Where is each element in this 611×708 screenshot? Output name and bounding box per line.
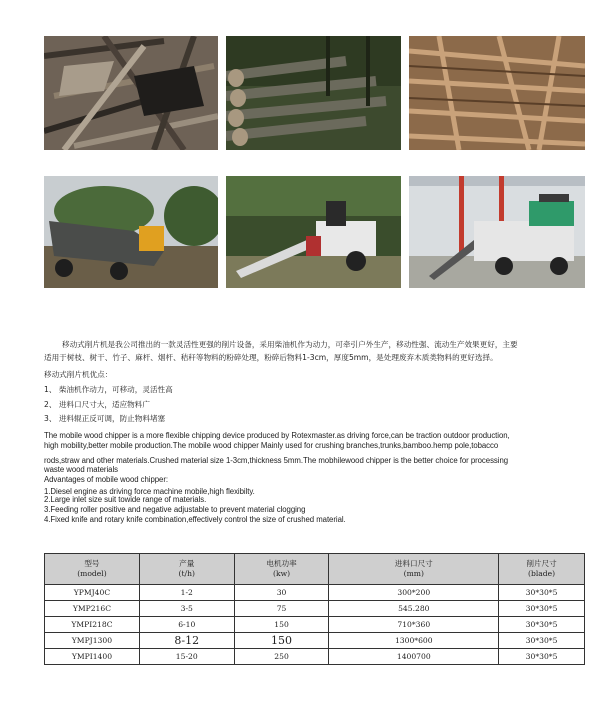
table-row [45, 585, 585, 601]
chinese-advantage-item: 3、 进料辊正反可调，防止物料堵塞 [44, 414, 166, 423]
header-output: 产量 (t/h) [139, 554, 234, 585]
wooden-pallets-photo [409, 36, 585, 150]
english-advantage-item: 1.Diesel engine as driving force machine mobile,high flexibilty. [44, 487, 255, 496]
table-cell: 30 [234, 585, 329, 601]
english-advantage-item: 3.Feeding roller positive and negative adjustable to prevent material clogging [44, 505, 306, 514]
table-row [45, 617, 585, 633]
table-cell: 30*30*5 [499, 617, 585, 633]
table-cell: YMPI218C [45, 617, 140, 633]
chinese-advantages-title: 移动式削片机优点： [44, 370, 113, 379]
chipper-in-field-photo [44, 176, 218, 288]
stacked-logs-photo [226, 36, 401, 150]
header-inlet-size: 进料口尺寸 (mm) [329, 554, 499, 585]
chinese-intro-line-1: 移动式削片机是我公司推出的一款灵活性更强的削片设备，采用柴油机作为动力，可牵引户外生产，移动性强、流动生产效果更好，主要 [62, 340, 518, 349]
english-description-line: rods,straw and other materials.Crushed material size 1-3cm,thickness 5mm.The mobhilewood chipper is the better choice for processing [44, 456, 509, 465]
table-cell: 3-5 [139, 601, 234, 617]
table-cell: 150 [234, 617, 329, 633]
table-cell: 30*30*5 [499, 601, 585, 617]
table-cell: 1400700 [329, 649, 499, 665]
header-chip-size: 削片尺寸 (blade) [499, 554, 585, 585]
english-description-line: The mobile wood chipper is a more flexible chipping device produced by Rotexmaster.as driving force,can be traction outdoor production, [44, 431, 510, 440]
english-advantages-title: Advantages of mobile wood chipper: [44, 475, 168, 484]
header-model: 型号 (model) [45, 554, 140, 585]
wood-waste-pile-photo [44, 36, 218, 150]
english-description-line: waste wood materials [44, 465, 118, 474]
header-motor-power: 电机功率 (kw) [234, 554, 329, 585]
table-cell: 545.280 [329, 601, 499, 617]
table-row [45, 649, 585, 665]
table-cell: 710*360 [329, 617, 499, 633]
table-cell: YMPJ1300 [45, 633, 140, 649]
specification-table [44, 553, 585, 665]
chipper-with-conveyor-photo [226, 176, 401, 288]
english-advantage-item: 4.Fixed knife and rotary knife combination,effectively control the size of crushed material. [44, 515, 346, 524]
table-cell: 300*200 [329, 585, 499, 601]
table-cell: 30*30*5 [499, 649, 585, 665]
chinese-intro-line-2: 适用于树枝、树干、竹子、麻杆、烟杆、秸秆等物料的粉碎处理，粉碎后物料1-3cm，厚度5mm，是处理废弃木质类物料的更好选择。 [44, 353, 498, 362]
table-cell: 150 [234, 633, 329, 649]
table-cell: 250 [234, 649, 329, 665]
table-cell: 6-10 [139, 617, 234, 633]
chinese-advantage-item: 2、 进料口尺寸大，适应物料广 [44, 400, 150, 409]
table-cell: 30*30*5 [499, 585, 585, 601]
english-advantage-item: 2.Large inlet size suit towide range of materials. [44, 495, 207, 504]
chipper-in-warehouse-photo [409, 176, 585, 288]
table-row [45, 601, 585, 617]
table-cell: YMPI1400 [45, 649, 140, 665]
table-cell: 75 [234, 601, 329, 617]
table-cell: 1-2 [139, 585, 234, 601]
english-description-line: high mobility,better mobile production.The mobile wood chipper Mainly used for crushing branches,trunks,bamboo.hemp pole,tobacco [44, 441, 499, 450]
chinese-advantage-item: 1、 柴油机作动力，可移动，灵活性高 [44, 385, 173, 394]
table-row [45, 633, 585, 649]
table-header-row [45, 554, 585, 585]
table-cell: 15-20 [139, 649, 234, 665]
table-cell: 1300*600 [329, 633, 499, 649]
table-cell: YPMJ40C [45, 585, 140, 601]
table-cell: 30*30*5 [499, 633, 585, 649]
table-cell: YMP216C [45, 601, 140, 617]
table-cell: 8-12 [139, 633, 234, 649]
